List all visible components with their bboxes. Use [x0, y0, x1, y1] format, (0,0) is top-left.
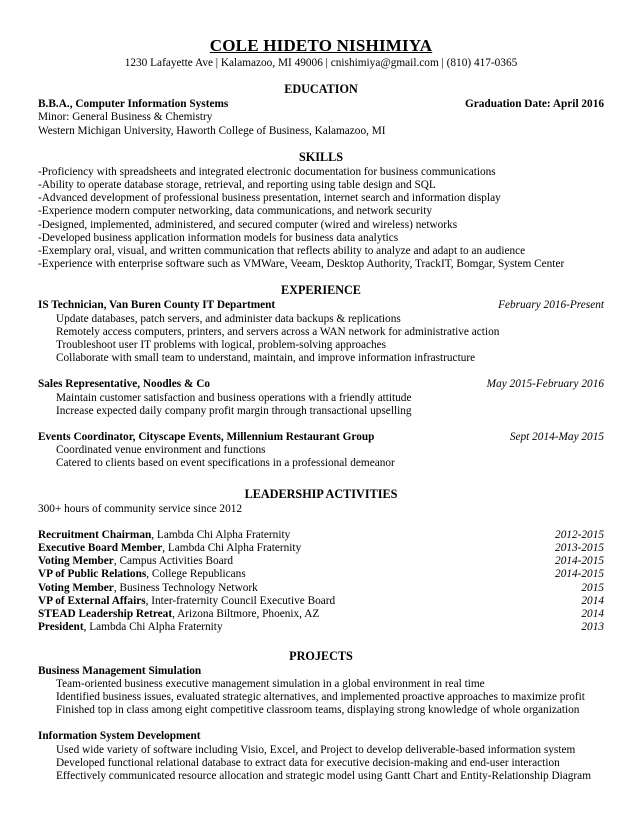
job-dates: Sept 2014-May 2015: [509, 431, 604, 444]
leadership-role: VP of External Affairs: [38, 594, 146, 607]
leadership-dates: 2015: [581, 581, 604, 594]
job-bullet: Coordinated venue environment and functions: [56, 444, 266, 457]
job-bullet: Maintain customer satisfaction and business operations with a friendly attitude: [56, 391, 412, 404]
skill-item: -Exemplary oral, visual, and written communication that reflects ability to analyze and adapt to an audience: [38, 245, 526, 258]
skill-item: -Proficiency with spreadsheets and integrated electronic documentation for business communications: [38, 165, 496, 178]
leadership-item: [38, 621, 604, 634]
job-bullet: Collaborate with small team to understand, maintain, and improve information infrastructure: [56, 352, 476, 365]
project-bullet: Finished top in class among eight competitive classroom teams, displaying strong knowledge of whole organization: [56, 704, 580, 717]
job-bullet: Update databases, patch servers, and administer data backups & replications: [56, 312, 401, 325]
leadership-dates: 2013-2015: [555, 542, 604, 555]
projects-heading: PROJECTS: [289, 648, 353, 663]
skill-item: -Designed, implemented, administered, and secured computer (wired and wireless) networks: [38, 218, 458, 231]
leadership-org: , College Republicans: [146, 568, 246, 581]
leadership-role: President: [38, 621, 84, 634]
leadership-dates: 2014: [581, 594, 604, 607]
leadership-item: [38, 555, 604, 568]
project-bullet: Used wide variety of software including Visio, Excel, and Project to develop deliverable-based information system: [56, 743, 576, 756]
job-bullet: Increase expected daily company profit margin through transactional upselling: [56, 404, 412, 417]
minor: Minor: General Business & Chemistry: [38, 111, 213, 124]
resume-page: [38, 36, 604, 783]
leadership-role: STEAD Leadership Retreat: [38, 608, 173, 621]
leadership-item: [38, 608, 604, 621]
job-dates: May 2015-February 2016: [486, 378, 604, 391]
leadership-item: [38, 529, 604, 542]
skill-item: -Developed business application information models for business data analytics: [38, 231, 399, 244]
project-bullet: Team-oriented business executive management simulation in a global environment in real time: [56, 677, 485, 690]
leadership-dates: 2014-2015: [555, 555, 604, 568]
leadership-org: , Lambda Chi Alpha Fraternity: [83, 621, 223, 634]
skill-item: -Ability to operate database storage, retrieval, and reporting using table design and SQL: [38, 179, 436, 192]
leadership-item: [38, 542, 604, 555]
leadership-org: , Lambda Chi Alpha Fraternity: [151, 528, 291, 541]
resume-name: COLE HIDETO NISHIMIYA: [209, 36, 433, 55]
leadership-item: [38, 595, 604, 608]
contact-line: 1230 Lafayette Ave | Kalamazoo, MI 49006 | cnishimiya@gmail.com | (810) 417-0365: [124, 57, 518, 69]
experience-heading: EXPERIENCE: [281, 283, 361, 298]
leadership-dates: 2014-2015: [555, 568, 604, 581]
leadership-role: Recruitment Chairman: [38, 528, 152, 541]
skill-item: -Experience with enterprise software such as VMWare, Veeam, Desktop Authority, TrackIT, Bomgar, System Center: [38, 258, 565, 271]
graduation-date: Graduation Date: April 2016: [464, 98, 604, 111]
skill-item: -Advanced development of professional business presentation, internet search and information display: [38, 192, 501, 205]
job-bullet: Catered to clients based on event specifications in a professional demeanor: [56, 457, 395, 470]
leadership-org: , Lambda Chi Alpha Fraternity: [162, 542, 302, 555]
job-header: [38, 431, 604, 444]
leadership-role: Executive Board Member: [38, 542, 163, 555]
job-bullet: Remotely access computers, printers, and servers across a WAN network for administrative action: [56, 325, 500, 338]
leadership-org: , Business Technology Network: [113, 581, 258, 594]
leadership-role: VP of Public Relations: [38, 568, 147, 581]
job-role: Events Coordinator, Cityscape Events, Millennium Restaurant Group: [38, 431, 375, 444]
skills-list: [38, 166, 604, 272]
leadership-dates: 2012-2015: [555, 528, 604, 541]
leadership-item: [38, 582, 604, 595]
degree: B.B.A., Computer Information Systems: [38, 98, 229, 111]
leadership-org: , Arizona Biltmore, Phoenix, AZ: [172, 608, 320, 621]
leadership-role: Voting Member: [38, 581, 114, 594]
skills-heading: SKILLS: [298, 149, 344, 164]
project-name: Information System Development: [38, 730, 201, 743]
project-bullet: Developed functional relational database to extract data for executive decision-making and end-user interaction: [56, 756, 560, 769]
spacer: [38, 365, 604, 378]
leadership-org: , Campus Activities Board: [113, 555, 234, 568]
spacer: [38, 418, 604, 431]
job-dates: February 2016-Present: [498, 299, 604, 312]
skill-item: -Experience modern computer networking, data communications, and network security: [38, 205, 433, 218]
leadership-dates: 2013: [581, 621, 604, 634]
leadership-org: , Inter-fraternity Council Executive Board: [145, 594, 336, 607]
spacer: [38, 516, 604, 529]
education-heading: EDUCATION: [284, 82, 358, 97]
job-header: [38, 299, 604, 312]
project-name: Business Management Simulation: [38, 664, 202, 677]
school: Western Michigan University, Haworth College of Business, Kalamazoo, MI: [38, 124, 386, 137]
project-bullet: Effectively communicated resource allocation and strategic model using Gantt Chart and Entity-Relationship Diagram: [56, 769, 591, 782]
community-service: 300+ hours of community service since 2012: [38, 502, 243, 515]
job-header: [38, 378, 604, 391]
spacer: [38, 717, 604, 730]
leadership-role: Voting Member: [38, 555, 114, 568]
leadership-dates: 2014: [581, 608, 604, 621]
job-role: Sales Representative, Noodles & Co: [38, 378, 211, 391]
project-bullet: Identified business issues, evaluated strategic alternatives, and implemented proactive approaches to maximize profit: [56, 690, 585, 703]
leadership-item: [38, 568, 604, 581]
leadership-heading: LEADERSHIP ACTIVITIES: [244, 486, 398, 501]
education-degree-row: [38, 98, 604, 111]
job-role: IS Technician, Van Buren County IT Department: [38, 299, 276, 312]
job-bullet: Troubleshoot user IT problems with logical, problem-solving approaches: [56, 339, 387, 352]
